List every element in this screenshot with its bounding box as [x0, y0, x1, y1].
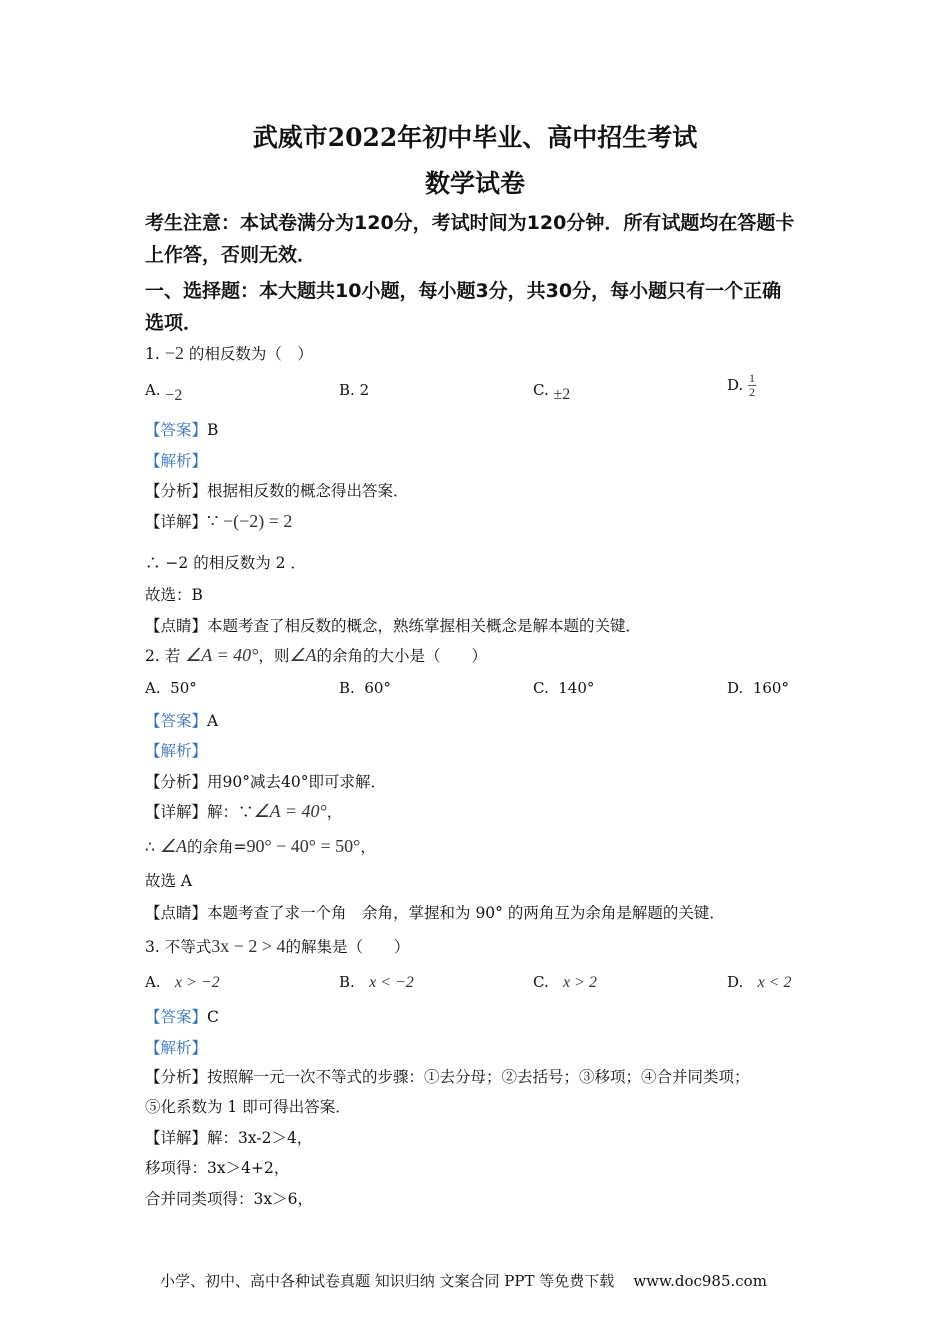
fraction — [748, 372, 756, 399]
option-label: B. — [339, 381, 355, 399]
option-label: D. — [727, 679, 744, 697]
option-b — [339, 973, 414, 992]
step-line: 移项得：3x＞4+2， — [145, 1159, 290, 1177]
question-number: 3. 不等式 — [145, 938, 212, 956]
option-value: x < 2 — [757, 974, 792, 991]
therefore-math-2: 90° − 40° = 50° — [246, 836, 361, 856]
page-title: 武威市2022年初中毕业、高中招生考试 — [252, 123, 698, 152]
answer-value: A — [207, 712, 219, 730]
dianjing-line — [145, 614, 641, 636]
fenxi-text: 根据相反数的概念得出答案． — [207, 482, 409, 500]
option-d — [727, 372, 756, 399]
xiangjie-post: ， — [326, 803, 343, 821]
question-text: 的相反数为（ ） — [188, 345, 313, 363]
question-math: 3x − 2 > 4 — [211, 936, 286, 956]
conclusion-line: 故选：B — [145, 586, 203, 604]
option-value: 2 — [359, 381, 370, 399]
page-subtitle: 数学试卷 — [424, 169, 525, 198]
option-label: A. — [145, 381, 161, 399]
therefore-post: ， — [360, 838, 376, 856]
xiangjie-text: 解：3x-2＞4， — [207, 1129, 313, 1147]
xiangjie-tag: 【详解】 — [145, 803, 208, 821]
analysis-tag: 【解析】 — [145, 742, 208, 760]
footer-url[interactable]: www.doc985.com — [633, 1272, 767, 1290]
fraction-denominator: 2 — [749, 385, 756, 399]
fenxi-line — [145, 770, 386, 792]
fraction-numerator: 1 — [749, 371, 756, 385]
option-value: ±2 — [553, 386, 571, 403]
answer-line — [145, 418, 218, 440]
dianjing-tag: 【点睛】 — [145, 904, 208, 922]
notice-line-2: 上作答，否则无效． — [145, 244, 317, 266]
option-value: 60° — [364, 679, 391, 697]
dianjing-line — [145, 901, 725, 923]
answer-tag: 【答案】 — [145, 421, 208, 439]
therefore-pre: ∴ — [145, 838, 155, 856]
xiangjie-line — [145, 1126, 312, 1148]
answer-tag: 【答案】 — [145, 1008, 208, 1026]
option-label: A. — [145, 679, 161, 697]
option-c — [533, 973, 597, 992]
answer-line — [145, 709, 218, 731]
option-value: −2 — [165, 387, 183, 404]
therefore-line: ∴ −2 的相反数为 2 ． — [145, 554, 306, 572]
option-value: x < −2 — [369, 974, 414, 991]
option-value: 140° — [558, 679, 595, 697]
question-text: ，则 — [258, 647, 290, 665]
question-math-2: ∠A — [289, 645, 317, 665]
section-heading-cont: 选项． — [145, 312, 203, 334]
step-line: 合并同类项得：3x＞6， — [145, 1190, 313, 1208]
footer — [160, 1270, 767, 1291]
xiangjie-tag: 【详解】 — [145, 513, 208, 531]
option-label: A. — [145, 973, 161, 991]
question-math: −2 — [164, 343, 184, 363]
option-a — [145, 679, 197, 697]
fenxi-line-cont: ⑤化系数为 1 即可得出答案． — [145, 1098, 351, 1116]
fenxi-text: 用90°减去40°即可求解． — [207, 773, 386, 791]
xiangjie-pre: 解：∵ — [207, 803, 254, 821]
option-value: x > −2 — [174, 974, 220, 991]
question-1 — [145, 342, 313, 364]
fenxi-line — [145, 479, 409, 501]
option-c — [533, 679, 594, 697]
option-label: B. — [339, 973, 355, 991]
option-b — [339, 381, 369, 399]
answer-tag: 【答案】 — [145, 712, 208, 730]
question-number: 2. 若 — [145, 647, 181, 665]
xiangjie-math: ∠A = 40° — [253, 801, 327, 821]
dianjing-text: 本题考查了相反数的概念，熟练掌握相关概念是解本题的关键． — [207, 617, 642, 635]
fenxi-tag: 【分析】 — [145, 773, 208, 791]
option-c — [533, 381, 571, 403]
option-label: D. — [727, 375, 744, 394]
therefore-mid: 的余角= — [186, 838, 247, 856]
fenxi-tag: 【分析】 — [145, 482, 208, 500]
dianjing-tag: 【点睛】 — [145, 617, 208, 635]
option-label: C. — [533, 679, 549, 697]
option-value: 160° — [752, 679, 789, 697]
fenxi-line — [145, 1065, 750, 1087]
option-d — [727, 973, 791, 992]
option-value: 50° — [170, 679, 197, 697]
question-text-2: 的余角的大小是（ ） — [316, 647, 487, 665]
option-value: x > 2 — [563, 974, 597, 991]
option-b — [339, 679, 391, 697]
question-math: ∠A = 40° — [185, 645, 259, 665]
therefore-math: ∠A — [159, 836, 187, 856]
xiangjie-tag: 【详解】 — [145, 1129, 208, 1147]
option-a — [145, 381, 183, 404]
option-label: B. — [339, 679, 355, 697]
dianjing-text: 本题考查了求一个角 余角，掌握和为 90° 的两角互为余角是解题的关键． — [207, 904, 725, 922]
option-a — [145, 973, 220, 992]
xiangjie-line — [145, 800, 342, 822]
option-label: D. — [727, 973, 744, 991]
question-3 — [145, 935, 410, 957]
conclusion-line: 故选 A — [145, 872, 193, 890]
analysis-tag: 【解析】 — [145, 1039, 208, 1057]
xiangjie-math: ∵ −(−2) = 2 — [207, 511, 293, 531]
option-label: C. — [533, 973, 549, 991]
option-label: C. — [533, 381, 549, 399]
question-text: 的解集是（ ） — [285, 938, 410, 956]
question-number: 1. — [145, 345, 160, 363]
answer-line — [145, 1005, 219, 1027]
answer-value: B — [207, 421, 219, 439]
fenxi-text: 按照解一元一次不等式的步骤：①去分母；②去括号；③移项；④合并同类项； — [207, 1068, 750, 1086]
xiangjie-line — [145, 510, 292, 532]
footer-text: 小学、初中、高中各种试卷真题 知识归纳 文案合同 PPT 等免费下载 — [160, 1272, 615, 1290]
therefore-line — [145, 835, 376, 857]
fenxi-tag: 【分析】 — [145, 1068, 208, 1086]
notice-line-1: 考生注意：本试卷满分为120分，考试时间为120分钟．所有试题均在答题卡 — [145, 212, 795, 234]
option-d — [727, 679, 789, 697]
analysis-tag: 【解析】 — [145, 452, 208, 470]
answer-value: C — [207, 1008, 219, 1026]
question-2 — [145, 644, 487, 666]
section-heading: 一、选择题：本大题共10小题，每小题3分，共30分，每小题只有一个正确 — [145, 280, 782, 302]
